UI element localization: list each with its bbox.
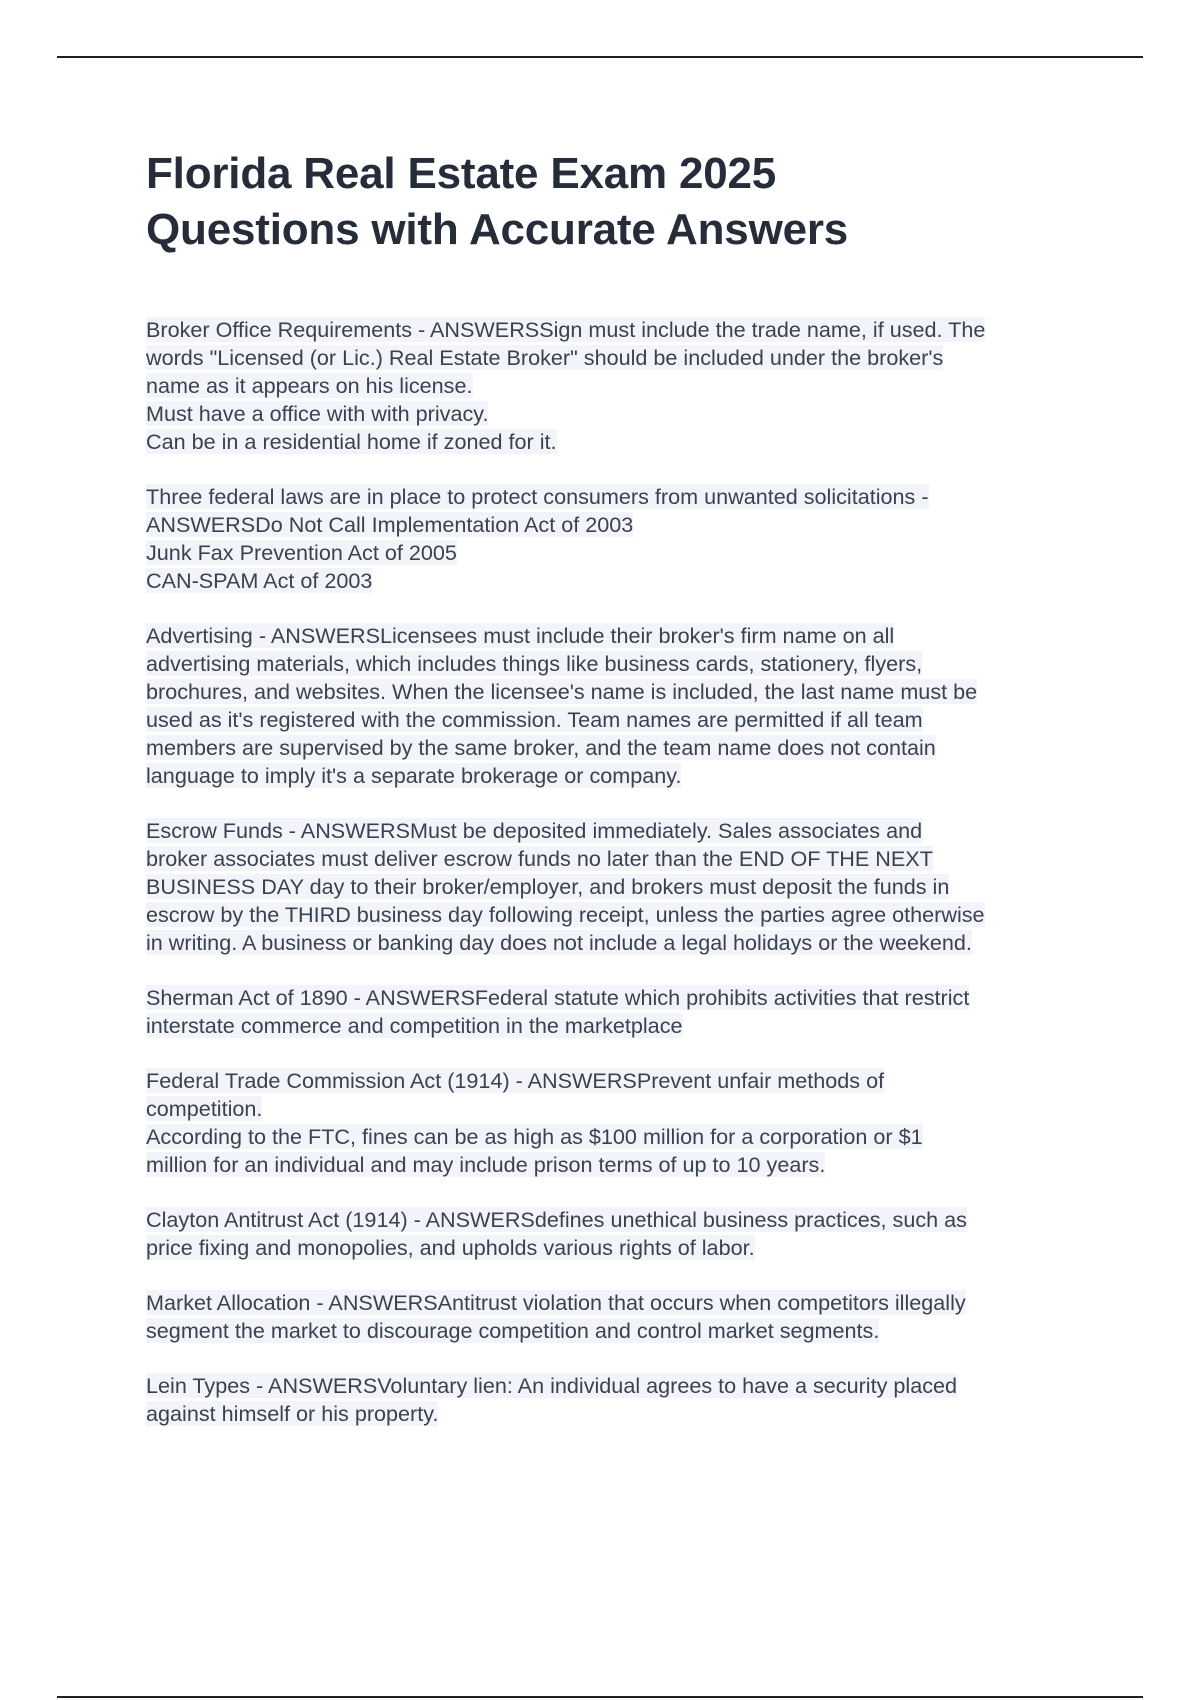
qa-line: brochures, and websites. When the licensee's name is included, the last name must be <box>146 679 978 704</box>
qa-line: Market Allocation - ANSWERSAntitrust violation that occurs when competitors illegally <box>146 1290 966 1315</box>
title-line-2: Questions with Accurate Answers <box>146 205 849 254</box>
qa-item <box>146 1067 1096 1179</box>
qa-item <box>146 316 1096 456</box>
qa-item <box>146 483 1096 595</box>
qa-line: ANSWERSDo Not Call Implementation Act of 2003 <box>146 512 634 537</box>
qa-line: escrow by the THIRD business day following receipt, unless the parties agree otherwise <box>146 902 985 927</box>
qa-line: Advertising - ANSWERSLicensees must include their broker's firm name on all <box>146 623 895 648</box>
qa-line: used as it's registered with the commission. Team names are permitted if all team <box>146 707 923 732</box>
qa-line: interstate commerce and competition in the marketplace <box>146 1013 683 1038</box>
qa-item <box>146 984 1096 1040</box>
qa-item <box>146 622 1096 790</box>
qa-item <box>146 1206 1096 1262</box>
qa-item <box>146 1289 1096 1345</box>
qa-line: Can be in a residential home if zoned for it. <box>146 429 557 454</box>
qa-line: According to the FTC, fines can be as high as $100 million for a corporation or $1 <box>146 1124 923 1149</box>
qa-line: Escrow Funds - ANSWERSMust be deposited immediately. Sales associates and <box>146 818 923 843</box>
qa-line: Must have a office with with privacy. <box>146 401 489 426</box>
qa-line: Three federal laws are in place to protect consumers from unwanted solicitations - <box>146 484 929 509</box>
qa-line: Junk Fax Prevention Act of 2005 <box>146 540 457 565</box>
qa-line: language to imply it's a separate brokerage or company. <box>146 763 682 788</box>
qa-line: CAN-SPAM Act of 2003 <box>146 568 373 593</box>
qa-line: Lein Types - ANSWERSVoluntary lien: An individual agrees to have a security placed <box>146 1373 958 1398</box>
qa-line: Federal Trade Commission Act (1914) - ANSWERSPrevent unfair methods of <box>146 1068 885 1093</box>
qa-line: members are supervised by the same broker, and the team name does not contain <box>146 735 936 760</box>
qa-line: name as it appears on his license. <box>146 373 473 398</box>
qa-line: Broker Office Requirements - ANSWERSSign must include the trade name, if used. The <box>146 317 986 342</box>
qa-line: against himself or his property. <box>146 1401 439 1426</box>
document-title <box>146 146 1096 258</box>
qa-line: Clayton Antitrust Act (1914) - ANSWERSdefines unethical business practices, such as <box>146 1207 967 1232</box>
qa-line: advertising materials, which includes things like business cards, stationery, flyers, <box>146 651 923 676</box>
top-divider <box>57 56 1143 58</box>
qa-line: BUSINESS DAY day to their broker/employer, and brokers must deposit the funds in <box>146 874 950 899</box>
qa-line: Sherman Act of 1890 - ANSWERSFederal statute which prohibits activities that restrict <box>146 985 970 1010</box>
qa-item <box>146 1372 1096 1428</box>
page-content <box>146 146 1096 1455</box>
qa-line: competition. <box>146 1096 263 1121</box>
qa-line: segment the market to discourage competition and control market segments. <box>146 1318 880 1343</box>
qa-line: broker associates must deliver escrow funds no later than the END OF THE NEXT <box>146 846 933 871</box>
qa-line: million for an individual and may include prison terms of up to 10 years. <box>146 1152 826 1177</box>
qa-line: price fixing and monopolies, and upholds various rights of labor. <box>146 1235 755 1260</box>
title-line-1: Florida Real Estate Exam 2025 <box>146 149 777 198</box>
qa-list <box>146 316 1096 1428</box>
qa-line: in writing. A business or banking day does not include a legal holidays or the weekend. <box>146 930 972 955</box>
qa-item <box>146 817 1096 957</box>
bottom-divider <box>57 1696 1143 1698</box>
qa-line: words "Licensed (or Lic.) Real Estate Broker" should be included under the broker's <box>146 345 944 370</box>
